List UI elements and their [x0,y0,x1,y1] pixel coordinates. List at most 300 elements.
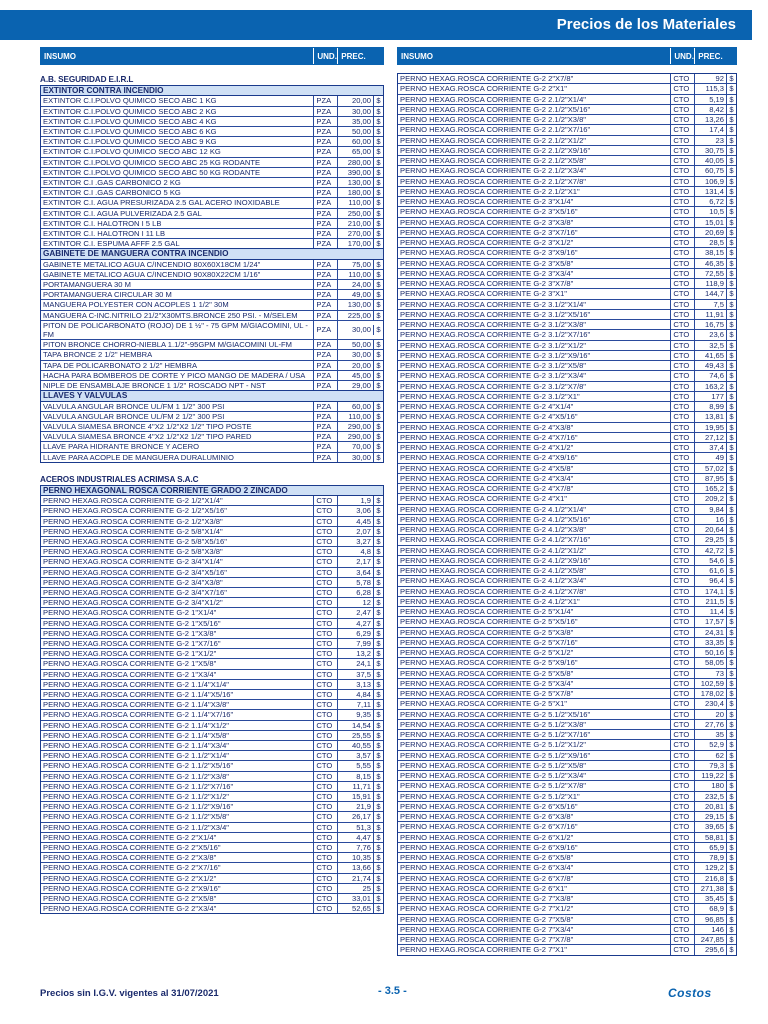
currency-symbol: $ [373,741,383,750]
currency-symbol: $ [726,238,736,247]
right-table-header [397,47,737,65]
item-description: PERNO HEXAG.ROSCA CORRIENTE G-2 6"X9/16" [400,842,578,852]
item-unit: CTO [670,689,694,698]
item-price-cell [694,781,736,790]
currency-symbol: $ [726,679,736,688]
table-row [398,95,736,105]
item-description: PERNO HEXAG.ROSCA CORRIENTE G-2 4.1/2"X1/2" [400,545,587,555]
item-price-cell [337,710,383,719]
table-row [41,598,383,608]
item-price: 9,35 [356,710,371,720]
item-price-cell [337,371,383,380]
item-description: PERNO HEXAG.ROSCA CORRIENTE G-2 3"X5/8" [400,258,574,268]
item-price-cell [694,915,736,924]
table-row [41,853,383,863]
table-row [41,659,383,669]
table-row [398,341,736,351]
item-price: 119,22 [701,771,724,780]
item-price-cell [694,904,736,913]
item-price-cell [694,761,736,770]
item-unit: CTO [670,146,694,155]
currency-symbol: $ [373,137,383,146]
item-price-cell [337,731,383,740]
item-unit: CTO [313,578,337,587]
table-row [398,689,736,699]
table-row [41,568,383,578]
item-unit: CTO [313,670,337,679]
item-description: EXTINTOR C.I.POLVO QUIMICO SECO ABC 6 KG [43,126,217,136]
currency-symbol: $ [726,84,736,93]
item-price: 37,5 [356,669,371,679]
item-description: PERNO HEXAG.ROSCA CORRIENTE G-2 5.1/2"X7/16" [400,730,591,739]
item-description: PERNO HEXAG.ROSCA CORRIENTE G-2 1.1/2"X3/8" [43,771,230,781]
item-price: 29,25 [704,535,724,545]
table-row [41,496,383,506]
item-description: PORTAMANGUERA 30 M [43,280,131,290]
item-price-cell [694,935,736,944]
item-price: 3,64 [356,567,371,577]
currency-symbol: $ [373,802,383,811]
item-price: 30,00 [351,106,371,116]
table-row [41,731,383,741]
item-price-cell [337,402,383,411]
item-price: 24,31 [704,627,724,637]
item-unit: PZA [313,219,337,228]
item-description: EXTINTOR C.I. AGUA PRESURIZADA 2.5 GAL ACERO INOXIDABLE [43,198,280,208]
item-description: PERNO HEXAG.ROSCA CORRIENTE G-2 1/2"X1/4" [43,496,223,506]
currency-symbol: $ [726,259,736,268]
item-price-cell [694,576,736,585]
item-description: PERNO HEXAG.ROSCA CORRIENTE G-2 2"X9/16" [43,883,221,893]
item-description: PERNO HEXAG.ROSCA CORRIENTE G-2 4"X1" [400,494,568,504]
table-row [398,166,736,176]
table-row [398,371,736,381]
item-price: 23,6 [709,330,724,340]
item-price: 24,1 [356,659,371,669]
item-price-cell [694,535,736,544]
item-description: PERNO HEXAG.ROSCA CORRIENTE G-2 4"X7/8" [400,484,574,493]
item-description: PERNO HEXAG.ROSCA CORRIENTE G-2 2"X7/16" [43,863,221,873]
item-price-cell [694,74,736,83]
currency-symbol: $ [373,700,383,709]
item-description: PERNO HEXAG.ROSCA CORRIENTE G-2 7"X3/8" [400,894,574,903]
item-price-cell [694,607,736,616]
table-row [41,198,383,208]
item-price-cell [337,802,383,811]
company-name: ACEROS INDUSTRIALES ACRIMSA S.A.C [40,474,199,484]
item-price-cell [337,137,383,146]
item-description: VALVULA ANGULAR BRONCE UL/FM 2 1/2" 300 PSI [43,411,225,421]
item-description: PERNO HEXAG.ROSCA CORRIENTE G-2 3.1/2"X3/4" [400,371,587,381]
item-price-cell [694,392,736,401]
item-description: PERNO HEXAG.ROSCA CORRIENTE G-2 6"X5/16" [400,801,578,811]
item-price-cell [694,187,736,196]
table-row [398,74,736,84]
currency-symbol: $ [726,371,736,380]
table-row [398,423,736,433]
table-row [41,894,383,904]
currency-symbol: $ [373,496,383,505]
currency-symbol: $ [726,156,736,165]
item-unit: CTO [670,710,694,719]
item-unit: PZA [313,209,337,218]
table-row [41,812,383,822]
table-row [398,310,736,320]
item-description: PERNO HEXAG.ROSCA CORRIENTE G-2 4"X7/16" [400,432,578,442]
currency-symbol: $ [726,556,736,565]
table-row [398,351,736,361]
item-description: PERNO HEXAG.ROSCA CORRIENTE G-2 3.1/2"X7/8" [400,381,587,391]
item-price: 118,9 [705,279,724,288]
item-unit: CTO [670,535,694,544]
table-row [398,207,736,217]
currency-symbol: $ [373,168,383,177]
table-row [398,218,736,228]
item-unit: CTO [313,588,337,597]
section-title: LLAVES Y VALVULAS [41,390,383,401]
item-description: PERNO HEXAG.ROSCA CORRIENTE G-2 1.1/4"X7/16" [43,710,234,720]
item-description: PERNO HEXAG.ROSCA CORRIENTE G-2 4"X3/4" [400,473,574,483]
currency-symbol: $ [726,802,736,811]
item-description: PERNO HEXAG.ROSCA CORRIENTE G-2 5.1/2"X3/8" [400,719,587,729]
currency-symbol: $ [726,843,736,852]
item-price: 9,84 [709,504,724,514]
page-number: - 3.5 - [378,985,407,997]
currency-symbol: $ [373,823,383,832]
currency-symbol: $ [373,608,383,617]
item-price-cell [694,894,736,903]
currency-symbol: $ [373,863,383,872]
item-unit: CTO [670,156,694,165]
item-unit: CTO [670,433,694,442]
item-unit: CTO [313,792,337,801]
item-price: 280,00 [347,157,371,167]
item-unit: PZA [313,178,337,187]
currency-symbol: $ [726,207,736,216]
item-unit: CTO [670,576,694,585]
item-description: PERNO HEXAG.ROSCA CORRIENTE G-2 2.1/2"X5/16" [400,104,591,114]
item-unit: CTO [313,557,337,566]
item-price-cell [337,823,383,832]
item-description: PERNO HEXAG.ROSCA CORRIENTE G-2 2"X1" [400,84,568,94]
currency-symbol: $ [373,402,383,411]
item-unit: CTO [670,238,694,247]
table-row [41,904,383,913]
item-description: PERNO HEXAG.ROSCA CORRIENTE G-2 3/4"X1/4" [43,557,223,567]
item-price: 30,00 [351,452,371,462]
currency-symbol: $ [373,188,383,197]
item-price: 129,2 [704,863,724,873]
item-price-cell [694,453,736,462]
item-price: 163,2 [704,381,724,391]
item-unit: PZA [313,188,337,197]
item-unit: CTO [670,699,694,708]
currency-symbol: $ [373,147,383,156]
item-unit: CTO [670,597,694,606]
item-price-cell [337,557,383,566]
currency-symbol: $ [373,325,383,334]
item-description: PERNO HEXAG.ROSCA CORRIENTE G-2 2.1/2"X1/2" [400,135,587,145]
item-unit: CTO [670,177,694,186]
currency-symbol: $ [726,382,736,391]
table-row [41,290,383,300]
item-description: PERNO HEXAG.ROSCA CORRIENTE G-2 3.1/2"X9/16" [400,350,591,360]
item-description: PERNO HEXAG.ROSCA CORRIENTE G-2 3.1/2"X1/4" [400,299,587,309]
item-unit: CTO [670,515,694,524]
item-description: PERNO HEXAG.ROSCA CORRIENTE G-2 5"X7/8" [400,689,574,698]
item-price-cell [337,496,383,505]
item-price: 32,5 [709,340,724,350]
item-unit: PZA [313,107,337,116]
item-price-cell [337,588,383,597]
currency-symbol: $ [726,187,736,196]
currency-symbol: $ [373,158,383,167]
table-row [398,699,736,709]
item-price: 13,81 [704,412,724,422]
item-price-cell [337,188,383,197]
item-price: 177 [711,391,724,401]
item-unit: CTO [670,115,694,124]
item-unit: PZA [313,422,337,431]
item-description: TAPA DE POLICARBONATO 2 1/2" HEMBRA [43,360,198,370]
currency-symbol: $ [726,863,736,872]
item-price-cell [694,320,736,329]
currency-symbol: $ [373,229,383,238]
item-description: MANGUERA POLYESTER CON ACOPLES 1 1/2" 30M [43,300,229,310]
item-price-cell [694,484,736,493]
item-price: 250,00 [347,208,371,218]
currency-symbol: $ [726,474,736,483]
currency-symbol: $ [373,649,383,658]
item-price: 35,45 [704,894,724,903]
currency-symbol: $ [726,341,736,350]
item-price-cell [337,568,383,577]
table-row [398,177,736,187]
item-price-cell [694,310,736,319]
currency-symbol: $ [726,771,736,780]
item-price-cell [337,751,383,760]
item-description: PERNO HEXAG.ROSCA CORRIENTE G-2 2.1/2"X7/8" [400,176,587,186]
currency-symbol: $ [373,412,383,421]
item-price: 3,13 [356,679,371,689]
item-price-cell [694,269,736,278]
item-description: GABINETE METALICO AGUA C/INCENDIO 90X80X22CM 1/16" [43,269,261,279]
item-price-cell [694,341,736,350]
item-unit: CTO [670,289,694,298]
currency-symbol: $ [726,669,736,678]
item-description: HACHA PARA BOMBEROS DE CORTE Y PICO MANGO DE MADERA / USA [43,370,306,380]
item-price-cell [337,578,383,587]
item-description: PERNO HEXAG.ROSCA CORRIENTE G-2 6"X3/8" [400,812,574,821]
currency-symbol: $ [726,566,736,575]
table-row [41,802,383,812]
item-unit: CTO [313,619,337,628]
item-description: PERNO HEXAG.ROSCA CORRIENTE G-2 3.1/2"X5/8" [400,361,587,370]
currency-symbol: $ [373,680,383,689]
item-price: 26,17 [351,812,371,822]
item-price: 74,6 [709,371,724,381]
item-description: PERNO HEXAG.ROSCA CORRIENTE G-2 3/4"X3/8" [43,577,223,587]
item-description: PERNO HEXAG.ROSCA CORRIENTE G-2 3.1/2"X5/16" [400,309,591,319]
item-description: PERNO HEXAG.ROSCA CORRIENTE G-2 7"X3/4" [400,924,574,934]
currency-symbol: $ [726,166,736,175]
currency-symbol: $ [726,904,736,913]
item-price-cell [694,658,736,667]
item-price-cell [337,761,383,770]
currency-symbol: $ [726,699,736,708]
currency-symbol: $ [726,792,736,801]
item-description: PERNO HEXAG.ROSCA CORRIENTE G-2 5"X5/16" [400,617,578,627]
item-unit: PZA [313,147,337,156]
item-description: PORTAMANGUERA CIRCULAR 30 M [43,290,172,300]
item-price: 16,75 [704,320,724,329]
item-description: PERNO HEXAG.ROSCA CORRIENTE G-2 1.1/2"X1/2" [43,791,230,801]
table-row [398,505,736,515]
item-price: 37,4 [709,443,724,452]
item-unit: CTO [670,546,694,555]
currency-symbol: $ [726,464,736,473]
item-price: 178,02 [700,689,724,698]
table-row [398,658,736,668]
item-price-cell [337,96,383,105]
item-price-cell [337,340,383,349]
item-price-cell [337,680,383,689]
item-price: 28,5 [709,238,724,247]
item-description: PERNO HEXAG.ROSCA CORRIENTE G-2 7"X1/2" [400,904,574,914]
item-unit: CTO [313,894,337,903]
table-row [398,781,736,791]
item-unit: PZA [313,127,337,136]
item-description: PERNO HEXAG.ROSCA CORRIENTE G-2 3/4"X1/2" [43,598,223,608]
item-price: 11,91 [705,309,724,319]
table-row [398,566,736,576]
item-price: 19,95 [704,422,724,432]
item-description: PERNO HEXAG.ROSCA CORRIENTE G-2 7"X7/8" [400,935,574,944]
table-row [41,710,383,720]
item-price: 58,05 [704,658,724,668]
currency-symbol: $ [373,598,383,607]
item-price-cell [337,884,383,893]
currency-symbol: $ [373,792,383,801]
section-perno-cont [397,73,737,956]
table-row [41,209,383,219]
table-row [398,751,736,761]
item-price-cell [337,127,383,136]
item-price: 20,00 [351,96,371,106]
item-price-cell [337,639,383,648]
item-price-cell [694,556,736,565]
section-extintor [40,85,384,463]
currency-symbol: $ [726,136,736,145]
currency-symbol: $ [373,127,383,136]
item-unit: CTO [313,568,337,577]
currency-symbol: $ [373,812,383,821]
currency-symbol: $ [726,607,736,616]
item-price: 65,9 [709,842,724,852]
item-price-cell [337,107,383,116]
table-row [398,464,736,474]
table-row [41,137,383,147]
brand-logo: Costos [668,986,712,1000]
item-price-cell [694,166,736,175]
item-description: PERNO HEXAG.ROSCA CORRIENTE G-2 1"X7/16" [43,638,221,648]
item-unit: CTO [313,761,337,770]
page-header-bar [0,10,752,40]
table-row [398,853,736,863]
item-unit: CTO [670,781,694,790]
item-price-cell [694,300,736,309]
item-price: 6,28 [356,587,371,597]
currency-symbol: $ [373,442,383,451]
page-title: Precios de los Materiales [556,16,736,33]
item-unit: CTO [670,320,694,329]
table-row [41,833,383,843]
table-row [41,188,383,198]
item-unit: CTO [313,772,337,781]
currency-symbol: $ [373,843,383,852]
item-unit: CTO [670,740,694,749]
table-row [41,178,383,188]
item-unit: PZA [313,260,337,269]
item-unit: CTO [670,166,694,175]
item-price-cell [694,95,736,104]
item-description: NIPLE DE ENSAMBLAJE BRONCE 1 1/2" ROSCADO NPT - NST [43,381,266,391]
item-unit: CTO [670,125,694,134]
item-price: 25 [362,883,371,893]
currency-symbol: $ [373,527,383,536]
table-row [398,259,736,269]
item-price-cell [694,853,736,862]
table-row [398,843,736,853]
item-unit: CTO [670,259,694,268]
table-row [41,402,383,412]
item-unit: CTO [670,279,694,288]
item-unit: CTO [670,300,694,309]
item-price-cell [694,361,736,370]
item-price-cell [694,207,736,216]
section-title: PERNO HEXAGONAL ROSCA CORRIENTE GRADO 2 ZINCADO [41,486,383,496]
table-row [41,371,383,381]
table-row [398,874,736,884]
table-row [398,935,736,945]
item-unit: CTO [670,566,694,575]
item-price-cell [694,125,736,134]
item-description: PERNO HEXAG.ROSCA CORRIENTE G-2 4"X1/4" [400,402,574,411]
currency-symbol: $ [726,361,736,370]
item-price: 1,9 [360,496,371,506]
item-price-cell [694,771,736,780]
item-unit: CTO [670,822,694,831]
item-description: PERNO HEXAG.ROSCA CORRIENTE G-2 1/2"X5/16" [43,506,227,516]
item-price: 271,38 [700,883,724,893]
table-row [41,670,383,680]
currency-symbol: $ [373,350,383,359]
item-description: PERNO HEXAG.ROSCA CORRIENTE G-2 4.1/2"X9/16" [400,555,591,565]
item-price-cell [694,525,736,534]
currency-symbol: $ [373,422,383,431]
item-unit: CTO [670,884,694,893]
item-price: 33,01 [351,894,371,904]
table-row [398,587,736,597]
item-price-cell [694,566,736,575]
table-row [398,761,736,771]
col-insumo: INSUMO [401,51,433,61]
item-price: 4,8 [360,547,371,557]
item-price: 33,35 [704,637,724,647]
item-price-cell [337,260,383,269]
item-price-cell [337,843,383,852]
currency-symbol: $ [726,505,736,514]
